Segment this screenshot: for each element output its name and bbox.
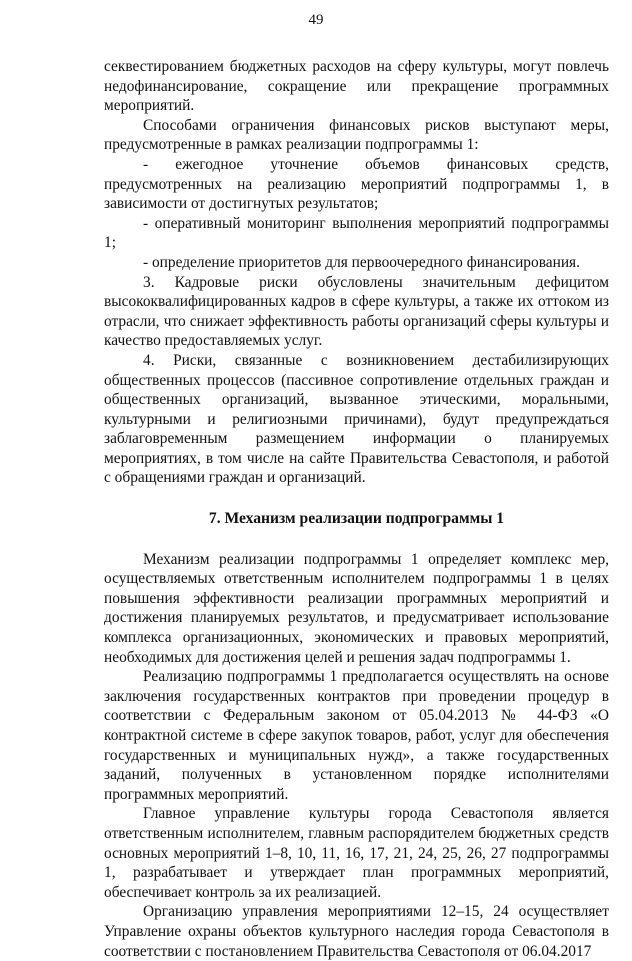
list-item: - ежегодное уточнение объемов финансовых средств, предусмотренных на реализацию мероприятий подпрограммы 1, в зависимости от достигнутых результатов; (104, 155, 609, 213)
page-number: 49 (308, 12, 324, 28)
paragraph: секвестированием бюджетных расходов на сферу культуры, могут повлечь недофинансирование, сокращение или прекращение программных мероприятий. (104, 58, 609, 115)
paragraph: 4. Риски, связанные с возникновением дестабилизирующих общественных процессов (пассивное сопротивление отдельных граждан и общественных организаций, вызванное этическими, моральными, культурными и религиозными причинами), будут предупреждаться заблаговременным размещением информации о планируемых мероприятиях, в том числе на сайте Правительства Севастополя, и работой с обращениями граждан и организаций. (104, 351, 609, 487)
list-item: - определение приоритетов для первоочередного финансирования. (143, 253, 580, 271)
list-item: - оперативный мониторинг выполнения мероприятий подпрограммы 1; (104, 214, 609, 252)
paragraph: Организацию управления мероприятиями 12–15, 24 осуществляет Управление охраны объектов культурного наследия города Севастополя в соответствии с постановлением Правительства Севастополя от 06.04.2017 (104, 903, 609, 960)
paragraph: Главное управление культуры города Севастополя является ответственным исполнителем, главным распорядителем бюджетных средств основных мероприятий 1–8, 10, 11, 16, 17, 21, 24, 25, 26, 27 подпрограммы 1, разрабатывает и утверждает план программных мероприятий, обеспечивает контроль за их реализацией. (104, 805, 609, 901)
paragraph: Способами ограничения финансовых рисков выступают меры, предусмотренные в рамках реализации подпрограммы 1: (104, 116, 609, 154)
paragraph: 3. Кадровые риски обусловлены значительным дефицитом высококвалифицированных кадров в сфере культуры, а также их оттоком из отрасли, что снижает эффективность работы организаций сферы культуры и качество предоставляемых услуг. (104, 273, 609, 350)
section-heading: 7. Механизм реализации подпрограммы 1 (208, 510, 505, 528)
paragraph: Механизм реализации подпрограммы 1 определяет комплекс мер, осуществляемых ответственным исполнителем подпрограммы 1 в целях повышения эффективности реализации программных мероприятий и достижения планируемых результатов, и предусматривает использование комплекса организационных, экономических и правовых мероприятий, необходимых для достижения целей и решения задач подпрограммы 1. (104, 550, 609, 666)
document-body (104, 57, 609, 961)
paragraph: Реализацию подпрограммы 1 предполагается осуществлять на основе заключения государственных контрактов при проведении процедур в соответствии с Федеральным законом от 05.04.2013 № 44-ФЗ «О контрактной системе в сфере закупок товаров, работ, услуг для обеспечения государственных и муниципальных нужд», а также государственных заданий, полученных в установленном порядке исполнителями программных мероприятий. (104, 668, 609, 803)
